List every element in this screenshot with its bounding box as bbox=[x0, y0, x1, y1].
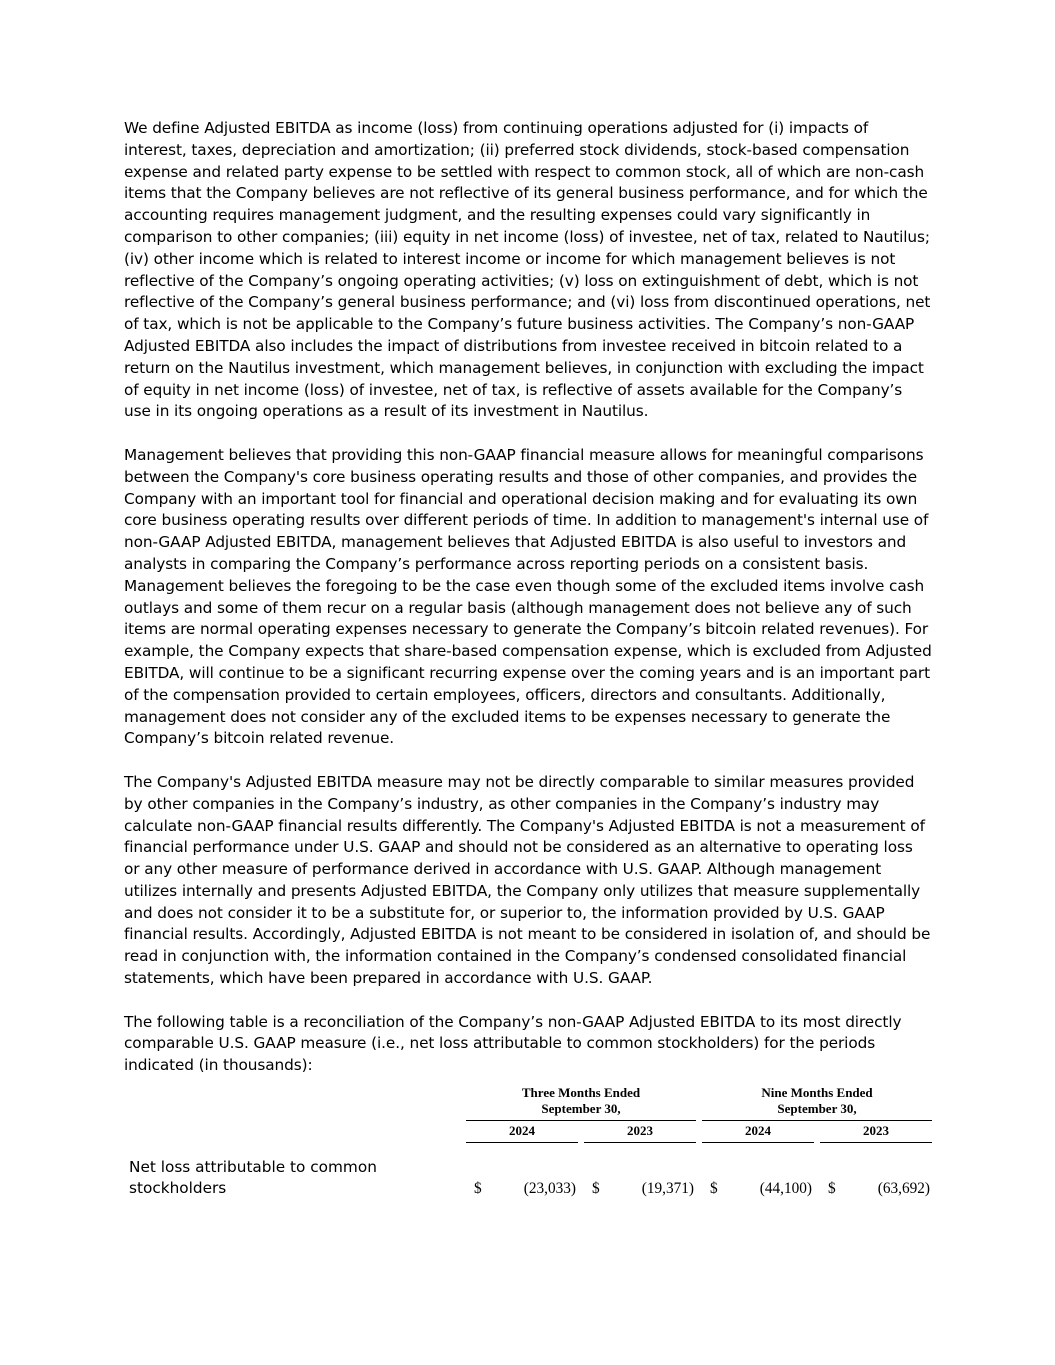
cell-value: (44,100) bbox=[759, 1180, 813, 1198]
group-header-line1: Three Months Ended bbox=[521, 1085, 641, 1101]
paragraph-management-rationale: Management believes that providing this non-GAAP financial measure allows for meaningful comparisons between the Company's core business operating results and those of other companies, and provides the Company with an important tool for financial and operational decision making and for evaluating its own core business operating results over different periods of time. In addition to management's internal use of non-GAAP Adjusted EBITDA, management believes that Adjusted EBITDA is also useful to investors and analysts in comparing the Company’s performance across reporting periods on a consistent basis. Management believes the foregoing to be the case even though some of the excluded items involve cash outlays and some of them recur on a regular basis (although management does not believe any of such items are normal operating expenses necessary to generate the Company’s bitcoin related revenues). For example, the Company expects that share-based compensation expense, which is excluded from Adjusted EBITDA, will continue to be a significant recurring expense over the coming years and is an important part of the compensation provided to certain employees, officers, directors and consultants. Additionally, management does not consider any of the excluded items to be expenses necessary to generate the Company’s bitcoin related revenue. bbox=[124, 445, 932, 748]
cell-value: (63,692) bbox=[877, 1180, 931, 1198]
cell-value: (23,033) bbox=[523, 1180, 576, 1198]
group-header-line1: Nine Months Ended bbox=[761, 1085, 873, 1101]
group-header-line2: September 30, bbox=[777, 1101, 857, 1117]
table-group-header-row bbox=[124, 1085, 932, 1121]
currency-symbol: $ bbox=[828, 1180, 836, 1198]
group-header-line2: September 30, bbox=[541, 1101, 621, 1117]
currency-symbol: $ bbox=[710, 1180, 718, 1198]
document-page bbox=[124, 118, 932, 1200]
group-header-nine-months bbox=[702, 1085, 932, 1121]
paragraph-comparability-limitations: The Company's Adjusted EBITDA measure may not be directly comparable to similar measures provided by other companies in the Company’s industry, as other companies in the Company’s industry may calculate non-GAAP financial results differently. The Company's Adjusted EBITDA is not a measurement of financial performance under U.S. GAAP and should not be considered as an alternative to operating loss or any other measure of performance derived in accordance with U.S. GAAP. Although management utilizes internally and presents Adjusted EBITDA, the Company only utilizes that measure supplementally and does not consider it to be a substitute for, or superior to, the information provided by U.S. GAAP financial results. Accordingly, Adjusted EBITDA is not meant to be considered in isolation of, and should be read in conjunction with, the information contained in the Company’s condensed consolidated financial statements, which have been prepared in accordance with U.S. GAAP. bbox=[124, 772, 931, 988]
year-header: 2023 bbox=[820, 1121, 932, 1143]
currency-symbol: $ bbox=[474, 1180, 482, 1198]
cell-value: (19,371) bbox=[641, 1180, 695, 1198]
row-label: Net loss attributable to common stockholders bbox=[129, 1157, 377, 1198]
paragraph-reconciliation-intro: The following table is a reconciliation of the Company’s non-GAAP Adjusted EBITDA to its most directly comparable U.S. GAAP measure (i.e., net loss attributable to common stockholders) for the periods indicated (in thousands): bbox=[124, 1012, 902, 1075]
paragraph-adjusted-ebitda-definition: We define Adjusted EBITDA as income (loss) from continuing operations adjusted for (i) impacts of interest, taxes, depreciation and amortization; (ii) preferred stock dividends, stock-based compensation expense and related party expense to be settled with respect to common stock, all of which are non-cash items that the Company believes are not reflective of its general business performance, and for which the accounting requires management judgment, and the resulting expenses could vary significantly in comparison to other companies; (iii) equity in net income (loss) of investee, net of tax, related to Nautilus; (iv) other income which is related to interest income or income for which management believes is not reflective of the Company’s ongoing operating activities; (v) loss on extinguishment of debt, which is not reflective of the Company’s general business performance; and (vi) loss from discontinued operations, net of tax, which is not be applicable to the Company’s future business activities. The Company’s non-GAAP Adjusted EBITDA also includes the impact of distributions from investee received in bitcoin related to a return on the Nautilus investment, which management believes, in conjunction with excluding the impact of equity in net income (loss) of investee, net of tax, is reflective of assets available for the Company’s use in its ongoing operations as a result of its investment in Nautilus. bbox=[124, 119, 931, 421]
group-header-three-months bbox=[466, 1085, 696, 1121]
reconciliation-table bbox=[124, 1085, 932, 1200]
table-year-header-row bbox=[124, 1121, 932, 1143]
year-header: 2024 bbox=[702, 1121, 814, 1143]
currency-symbol: $ bbox=[592, 1180, 600, 1198]
year-header: 2023 bbox=[584, 1121, 696, 1143]
year-header: 2024 bbox=[466, 1121, 578, 1143]
table-row bbox=[124, 1143, 932, 1201]
